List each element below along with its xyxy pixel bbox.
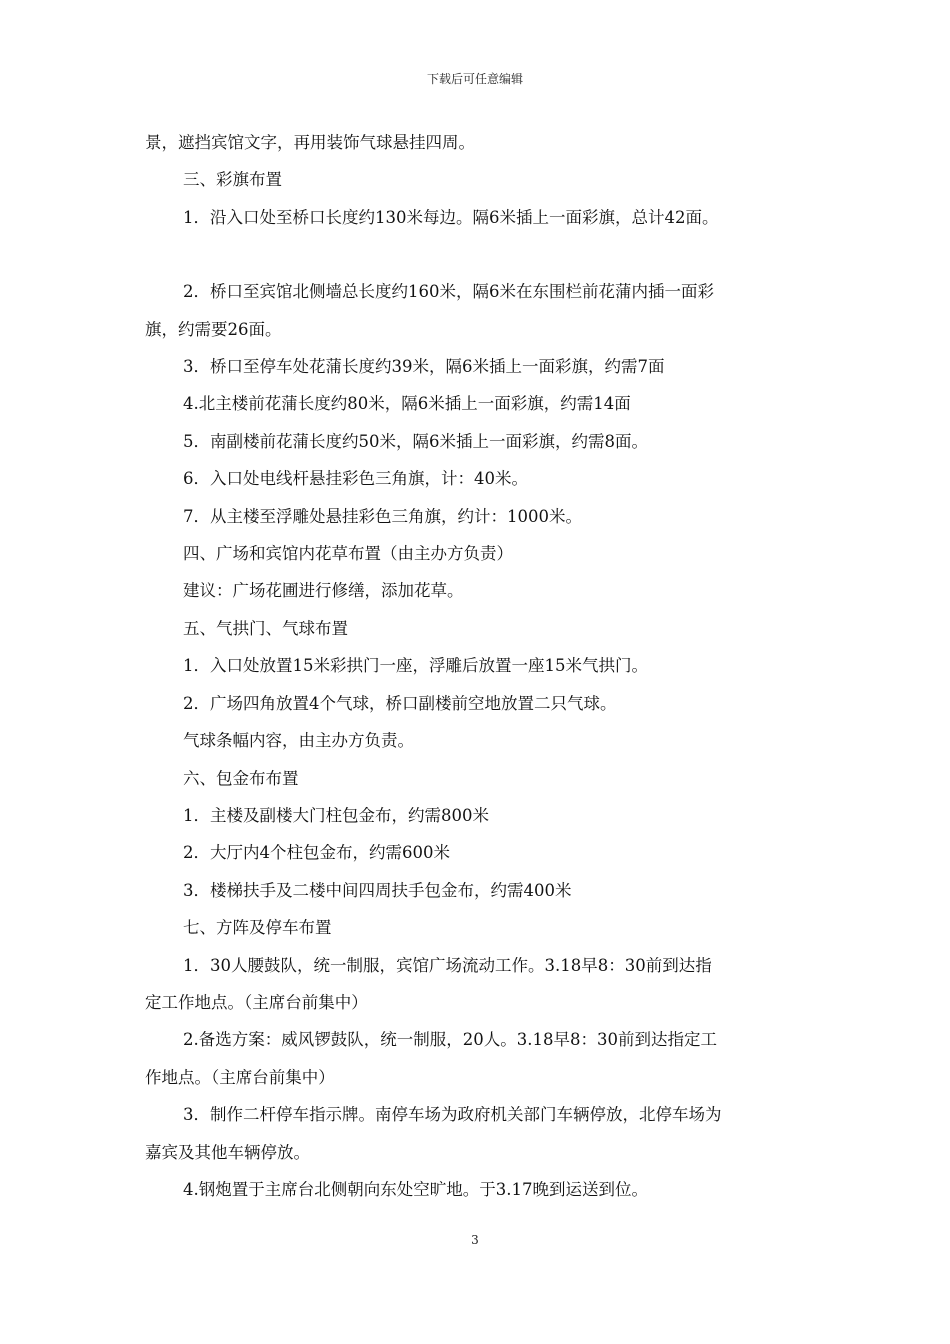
paragraph-line: 1．30人腰鼓队，统一制服，宾馆广场流动工作。3.18早8：30前到达指: [183, 955, 712, 975]
paragraph-line: 作地点。（主席台前集中）: [145, 1067, 335, 1087]
paragraph-line: 4.钢炮置于主席台北侧朝向东处空旷地。于3.17晚到运送到位。: [183, 1179, 648, 1199]
paragraph-line: 3．楼梯扶手及二楼中间四周扶手包金布，约需400米: [183, 880, 572, 900]
section-heading: 三、彩旗布置: [183, 170, 282, 190]
paragraph-line: 定工作地点。（主席台前集中）: [145, 992, 368, 1012]
paragraph-line: 2.备选方案：威风锣鼓队，统一制服，20人。3.18早8：30前到达指定工: [183, 1030, 717, 1050]
blank-line: [145, 236, 820, 273]
paragraph-line: 景，遮挡宾馆文字，再用装饰气球悬挂四周。: [145, 133, 475, 152]
paragraph-line: 气球条幅内容，由主办方负责。: [183, 731, 414, 751]
page-header: 下载后可任意编辑: [426, 72, 523, 86]
paragraph-line: 2．大厅内4个柱包金布，约需600米: [183, 843, 450, 863]
paragraph-line: 7．从主楼至浮雕处悬挂彩色三角旗，约计：1000米。: [183, 506, 582, 526]
paragraph-line: 3．桥口至停车处花蒲长度约39米，隔6米插上一面彩旗，约需7面: [183, 357, 665, 377]
section-heading: 五、气拱门、气球布置: [183, 618, 348, 638]
section-heading: 四、广场和宾馆内花草布置（由主办方负责）: [183, 544, 513, 564]
paragraph-line: 5．南副楼前花蒲长度约50米，隔6米插上一面彩旗，约需8面。: [183, 431, 648, 451]
paragraph-line: 旗，约需要26面。: [145, 319, 282, 339]
paragraph-line: 1．沿入口处至桥口长度约130米每边。隔6米插上一面彩旗，总计42面。: [183, 207, 719, 227]
section-heading: 七、方阵及停车布置: [183, 918, 332, 938]
paragraph-line: 6．入口处电线杆悬挂彩色三角旗，计：40米。: [183, 469, 528, 489]
paragraph-line: 嘉宾及其他车辆停放。: [145, 1142, 310, 1162]
paragraph-line: 建议：广场花圃进行修缮，添加花草。: [183, 581, 464, 601]
document-body: [145, 124, 820, 1208]
paragraph-line: 3．制作二杆停车指示牌。南停车场为政府机关部门车辆停放，北停车场为: [183, 1105, 722, 1125]
paragraph-line: 1．主楼及副楼大门柱包金布，约需800米: [183, 805, 489, 825]
paragraph-line: 2．桥口至宾馆北侧墙总长度约160米，隔6米在东围栏前花蒲内插一面彩: [183, 282, 714, 302]
paragraph-line: 4.北主楼前花蒲长度约80米，隔6米插上一面彩旗，约需14面: [183, 394, 631, 414]
page-number: 3: [471, 1233, 479, 1247]
paragraph-line: 1．入口处放置15米彩拱门一座，浮雕后放置一座15米气拱门。: [183, 656, 648, 676]
paragraph-line: 2．广场四角放置4个气球，桥口副楼前空地放置二只气球。: [183, 693, 617, 713]
section-heading: 六、包金布布置: [183, 768, 299, 788]
